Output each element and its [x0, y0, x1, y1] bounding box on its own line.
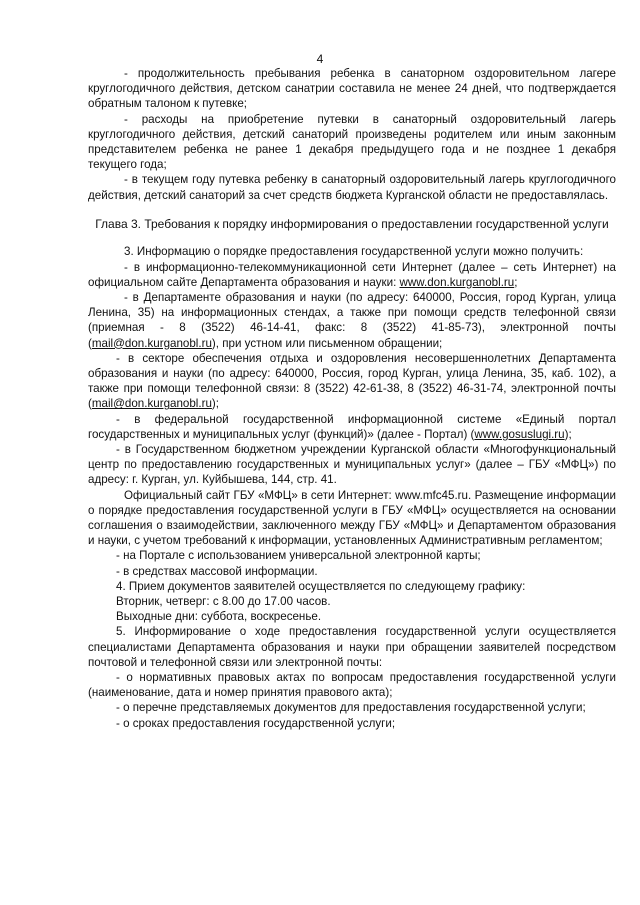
info-source-sector-end: ); — [211, 397, 220, 411]
info-source-internet — [88, 260, 616, 290]
document-body — [88, 66, 616, 731]
page-number: 4 — [316, 52, 324, 66]
section3-intro: 3. Информацию о порядке предоставления государственной услуги можно получить: — [124, 245, 584, 259]
info-source-internet-text: - в информационно-телекоммуникационной сети Интернет (далее – сеть Интернет) на официальном сайте Департамента образования и науки: — [88, 260, 616, 289]
weekend-days: Выходные дни: суббота, воскресенье. — [116, 610, 322, 624]
sector-email-link[interactable]: mail@don.kurganobl.ru — [91, 397, 212, 411]
chapter-heading: Глава 3. Требования к порядку информирования о предоставлении государственной услуги — [95, 216, 609, 231]
info-source-sector — [88, 351, 616, 412]
info-source-portal — [88, 412, 616, 442]
section4-intro: 4. Прием документов заявителей осуществляется по следующему графику: — [116, 579, 526, 593]
section5-intro: 5. Информирование о ходе предоставления государственной услуги осуществляется специалистами Департамента образования и науки при обращении заявителей посредством почтовой и телефонной связи или электронной почты: — [88, 625, 616, 669]
info-service-terms: - о сроках предоставления государственной услуги; — [116, 716, 396, 730]
info-legal-acts: - о нормативных правовых актах по вопросам предоставления государственной услуги (наименование, дата и номер принятия правового акта); — [88, 671, 616, 700]
info-source-sector-text: - в секторе обеспечения отдыха и оздоровления несовершеннолетних Департамента образования и науки (по адресу: 640000, Россия, город Курган, улица Ленина, 35, каб. 102), а также при помощи телефонной связи: 8 (3522) 42-61-38, 8 (3522) 46-31-74, электронной почты ( — [88, 351, 616, 411]
reception-schedule: Вторник, четверг: с 8.00 до 17.00 часов. — [116, 595, 331, 608]
paragraph-no-budget-voucher: - в текущем году путевка ребенку в санаторный оздоровительный лагерь круглогодичного действия, детский санаторий за счет средств бюджета Курганской области не предоставлялась. — [88, 173, 616, 202]
paragraph-stay-duration: - продолжительность пребывания ребенка в санаторном оздоровительном лагере круглогодичного действия, детском санатрии составила не менее 24 дней, что подтверждается обратным талоном к путевке; — [88, 67, 616, 111]
department-email-link[interactable]: mail@don.kurganobl.ru — [91, 336, 212, 350]
paragraph-purchase-expenses: - расходы на приобретение путевки в санаторный оздоровительный лагерь круглогодичного действия, детский санаторий произведены родителем или иным законным представителем ребенка не ранее 1 декабря предыдущего года и не позднее 1 декабря текущего года; — [88, 112, 616, 172]
info-source-portal-text: - в федеральной государственной информационной системе «Единый портал государственных и муниципальных услуг (функций)» (далее - Портал) ( — [88, 412, 616, 441]
gosuslugi-link[interactable]: www.gosuslugi.ru — [474, 427, 565, 441]
info-source-department-text: - в Департаменте образования и науки (по адресу: 640000, Россия, город Курган, улица Ленина, 35) на информационных стендах, а также при помощи средств телефонной связи (приемная - 8 (3522) 46-14-41, факс: 8 (3522) 41-85-73), электронной почты ( — [88, 290, 616, 350]
don-website-link[interactable]: www.don.kurganobl.ru — [399, 275, 515, 289]
info-source-internet-end: ; — [514, 275, 518, 289]
info-documents-list: - о перечне представляемых документов для предоставления государственной услуги; — [116, 701, 586, 715]
info-source-department — [88, 290, 616, 351]
info-source-mfc: - в Государственном бюджетном учреждении Курганской области «Многофункциональный центр по предоставлению государственных и муниципальных услуг» (далее – ГБУ «МФЦ») по адресу: г. Курган, ул. Куйбышева, 144, стр. 41. — [88, 442, 616, 487]
info-source-portal-end: ); — [564, 427, 572, 441]
mfc-website-paragraph: Официальный сайт ГБУ «МФЦ» в сети Интернет: www.mfc45.ru. Размещение информации о порядке предоставления государственной услуги в ГБУ «МФЦ» осуществляется на основании соглашения о взаимодействии, заключенного между ГБУ «МФЦ» и Департаментом образования и науки, с учетом требований к информации, установленных Административным регламентом; — [88, 488, 616, 548]
info-source-media: - в средствах массовой информации. — [116, 564, 318, 578]
info-source-department-end: ), при устном или письменном обращении; — [211, 336, 443, 350]
info-source-card: - на Портале с использованием универсальной электронной карты; — [116, 549, 481, 563]
